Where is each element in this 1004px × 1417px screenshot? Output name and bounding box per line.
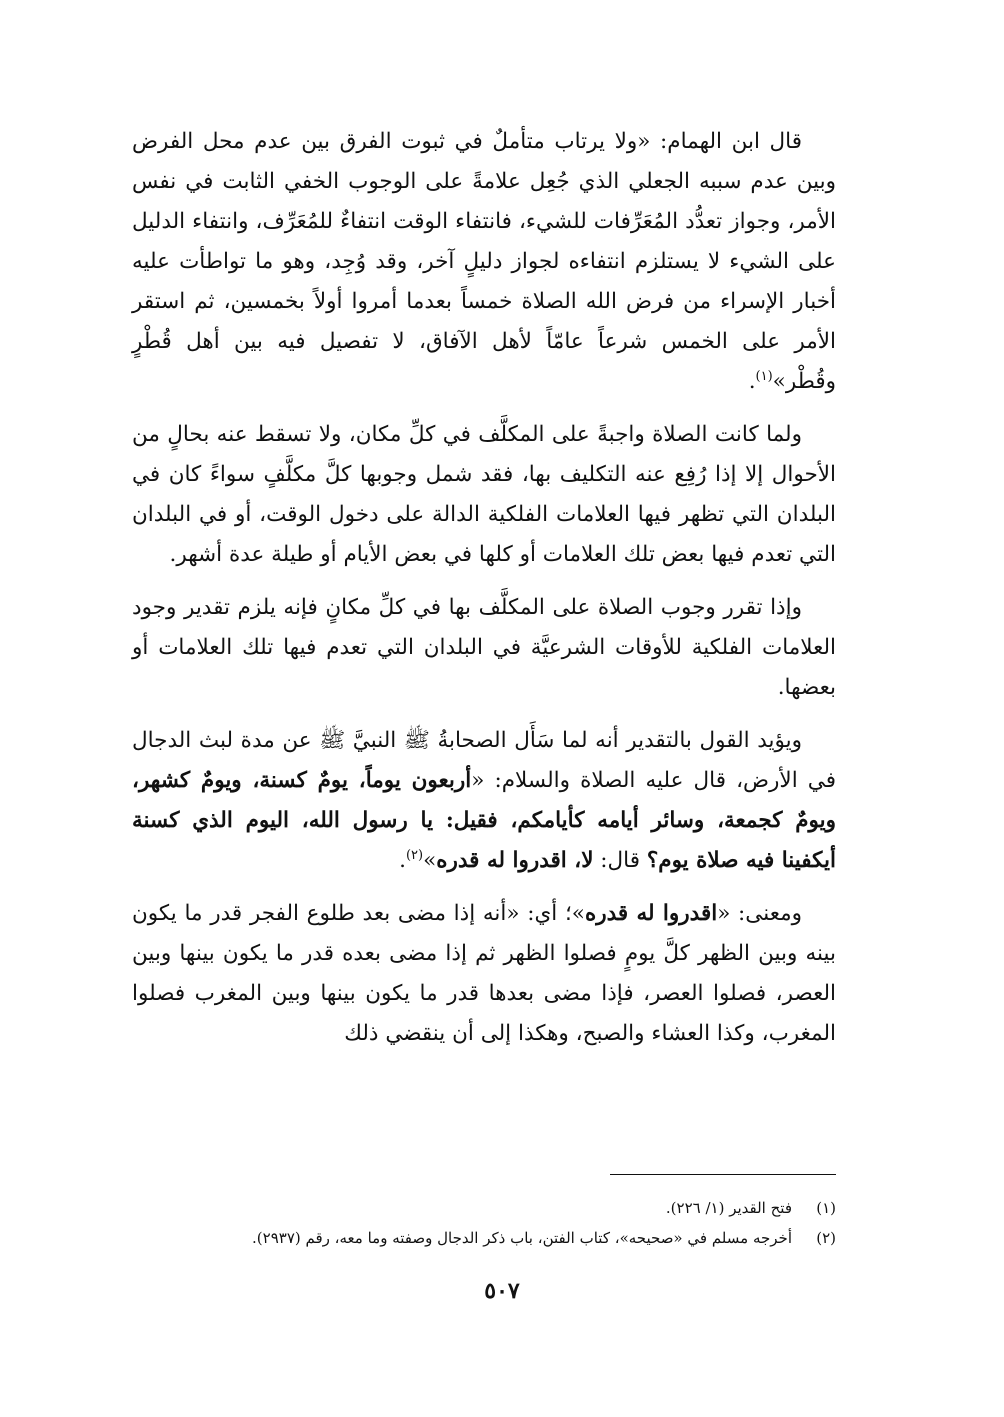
footnotes-section: [132, 1193, 836, 1253]
paragraph-meaning-explanation: [132, 894, 836, 1054]
paragraph-dajjal-hadith: [132, 721, 836, 881]
quote-close-mark: »: [423, 848, 437, 873]
footnote-item-1: [132, 1193, 836, 1223]
hadith-answer-bold: لا، اقدروا له قدره: [436, 848, 594, 873]
paragraph-text: قال:: [593, 848, 647, 873]
footnote-text: أخرجه مسلم في «صحيحه»، كتاب الفتن، باب ذكر الدجال وصفته وما معه، رقم (٢٩٣٧).: [252, 1229, 792, 1247]
footnote-item-2: [132, 1223, 836, 1253]
paragraph-text: وإذا تقرر وجوب الصلاة على المكلَّف بها في كلِّ مكانٍ فإنه يلزم تقدير وجود العلامات الفلكية للأوقات الشرعيَّة في البلدان التي تعدم فيها تلك العلامات أو بعضها.: [132, 595, 836, 700]
paragraph-prayer-obligation: [132, 415, 836, 575]
footnote-text: فتح القدير (١/ ٢٢٦).: [665, 1199, 792, 1217]
footnote-ref-1[interactable]: (١): [755, 368, 773, 384]
hadith-quote-bold: أربعون يوماً، يومٌ كسنة، ويومٌ كشهر، ويومٌ كجمعة، وسائر أيامه كأيامكم، فقيل: يا رسول الله، اليوم الذي كسنة أيكفينا فيه صلاة يوم؟: [132, 768, 836, 873]
paragraph-end-mark: .: [399, 848, 406, 873]
page-number: ٥٠٧: [484, 1278, 520, 1304]
page-body: [132, 122, 836, 1067]
hadith-phrase-bold: اقدروا له قدره: [584, 901, 718, 926]
footnote-number: (١): [816, 1199, 836, 1217]
paragraph-text: ومعنى: «: [717, 901, 802, 926]
footnote-divider: [610, 1174, 836, 1175]
paragraph-end-mark: .: [748, 369, 756, 394]
footnote-ref-2[interactable]: (٢): [405, 847, 424, 863]
paragraph-ibn-alhumam-quote: [132, 122, 836, 402]
paragraph-text: ويؤيد القول بالتقدير أنه لما سَأَل الصحابةُ ﷺ النبيَّ ﷺ عن مدة لبث الدجال في الأرض، قال عليه الصلاة والسلام: «: [132, 728, 836, 793]
paragraph-estimation-requirement: [132, 588, 836, 708]
paragraph-text: ولما كانت الصلاة واجبةً على المكلَّف في كلِّ مكان، ولا تسقط عنه بحالٍ من الأحوال إلا إذا رُفِع عنه التكليف بها، فقد شمل وجوبها كلَّ مكلَّفٍ سواءً كان في البلدان التي تظهر فيها العلامات الفلكية الدالة على دخول الوقت، أو في البلدان التي تعدم فيها بعض تلك العلامات أو كلها في بعض الأيام أو طيلة عدة أشهر.: [132, 422, 836, 567]
footnote-number: (٢): [816, 1229, 836, 1247]
paragraph-text: قال ابن الهمام: «ولا يرتاب متأملٌ في ثبوت الفرق بين عدم محل الفرض وبين عدم سببه الجعلي الذي جُعِل علامةً على الوجوب الخفي الثابت في نفس الأمر، وجواز تعدُّد المُعَرِّفات للشيء، فانتفاء الوقت انتفاءٌ للمُعَرِّف، وانتفاء الدليل على الشيء لا يستلزم انتفاءه لجواز دليلٍ آخر، وقد وُجِد، وهو ما تواطأت عليه أخبار الإسراء من فرض الله الصلاة خمساً بعدما أمروا أولاً بخمسين، ثم استقر الأمر على الخمس شرعاً عامّاً لأهل الآفاق، لا تفصيل فيه بين أهل قُطْرٍ وقُطْر»: [132, 129, 836, 394]
paragraph-text: »؛ أي: «أنه إذا مضى بعد طلوع الفجر قدر ما يكون بينه وبين الظهر كلَّ يومٍ فصلوا الظهر ثم إذا مضى بعده قدر ما يكون بينها وبين العصر، فصلوا العصر، فإذا مضى بعدها قدر ما يكون بينها وبين المغرب فصلوا المغرب، وكذا العشاء والصبح، وهكذا إلى أن ينقضي ذلك: [132, 901, 836, 1046]
